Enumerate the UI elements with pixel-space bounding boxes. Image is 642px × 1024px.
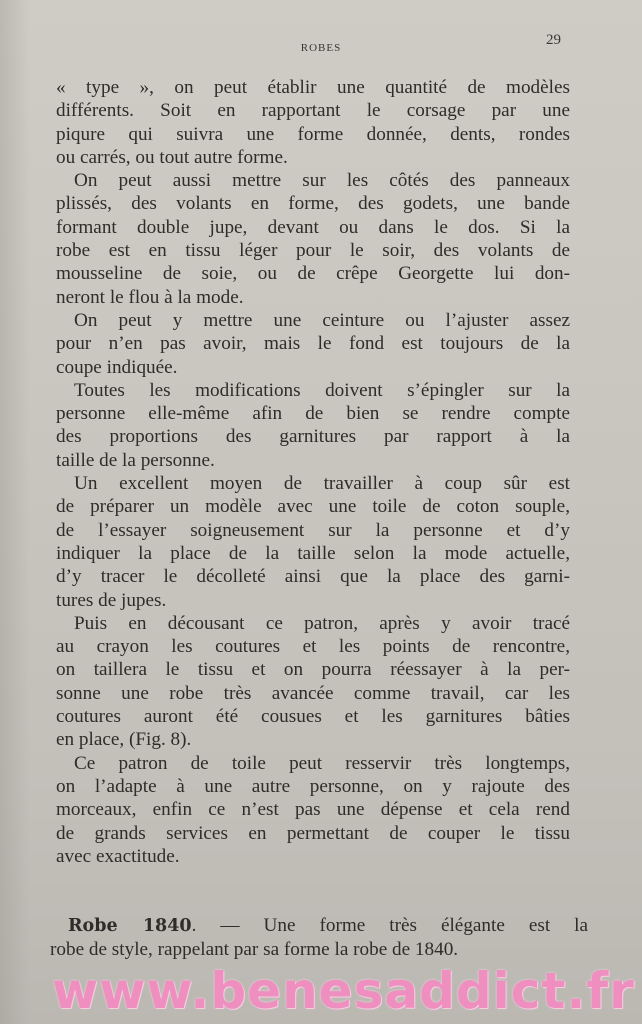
text-line: formant double jupe, devant ou dans le dos. Si la [56, 216, 570, 238]
text-line: de préparer un modèle avec une toile de coton souple, [56, 496, 570, 518]
text-line: tures de jupes. [56, 589, 167, 611]
text-line: « type », on peut établir une quantité de modèles [56, 77, 570, 98]
text-line: coutures auront été cousues et les garnitures bâties [56, 706, 570, 728]
text-line: Un excellent moyen de travailler à coup sûr est [74, 473, 570, 495]
page-edge-shadow [0, 0, 30, 1024]
section-first-line [50, 914, 588, 938]
watermark: www.benesaddict.fr [52, 962, 635, 1020]
text-line: neront le flou à la mode. [56, 286, 244, 308]
text-line: Ce patron de toile peut resservir très longtemps, [74, 752, 570, 774]
text-line: d’y tracer le décolleté ainsi que la place des garni- [56, 566, 570, 588]
text-line: plissés, des volants en forme, des godets, une bande [56, 193, 570, 215]
text-line: Puis en décousant ce patron, après y avoir tracé [74, 612, 570, 634]
text-line: On peut y mettre une ceinture ou l’ajuster assez [74, 309, 570, 331]
section-second-line: robe de style, rappelant par sa forme la robe de 1840. [50, 939, 459, 960]
page-number: 29 [546, 32, 561, 48]
text-line: avec exactitude. [56, 845, 180, 867]
text-line: de l’essayer soigneusement sur la personne et d’y [56, 519, 570, 541]
text-line: on taillera le tissu et on pourra réessayer à la per- [56, 659, 570, 681]
text-line: On peut aussi mettre sur les côtés des panneaux [74, 170, 570, 192]
section-robe-1840 [50, 914, 588, 962]
text-line: ou carrés, ou tout autre forme. [56, 146, 288, 168]
text-line: morceaux, enfin ce n’est pas une dépense et cela rend [56, 799, 570, 821]
text-line: taille de la personne. [56, 449, 215, 471]
section-first-line-text: . — Une forme très élégante est la [191, 915, 588, 936]
text-line: Toutes les modifications doivent s’épingler sur la [74, 379, 570, 401]
text-line: piqure qui suivra une forme donnée, dents, rondes [56, 123, 570, 145]
text-line: en place, (Fig. 8). [56, 729, 192, 751]
text-line: au crayon les coutures et les points de rencontre, [56, 636, 570, 658]
text-line: de grands services en permettant de couper le tissu [56, 822, 570, 844]
running-head: ROBES [300, 42, 342, 54]
text-line: différents. Soit en rapportant le corsage par une [56, 100, 570, 122]
text-line: des proportions des garnitures par rapport à la [56, 426, 570, 448]
text-line: coupe indiquée. [56, 356, 178, 378]
text-line: sonne une robe très avancée comme travail, car les [56, 682, 570, 704]
text-line: robe est en tissu léger pour le soir, des volants de [56, 240, 570, 262]
text-line: personne elle-même afin de bien se rendre compte [56, 403, 570, 425]
text-line: on l’adapte à une autre personne, on y rajoute des [56, 775, 570, 797]
section-title: Robe 1840 [68, 916, 192, 936]
text-line: mousseline de soie, ou de crêpe Georgette lui don- [56, 263, 570, 285]
text-line: pour n’en pas avoir, mais le fond est toujours de la [56, 333, 570, 355]
body-text [56, 76, 570, 868]
text-line: indiquer la place de la taille selon la mode actuelle, [56, 542, 570, 564]
